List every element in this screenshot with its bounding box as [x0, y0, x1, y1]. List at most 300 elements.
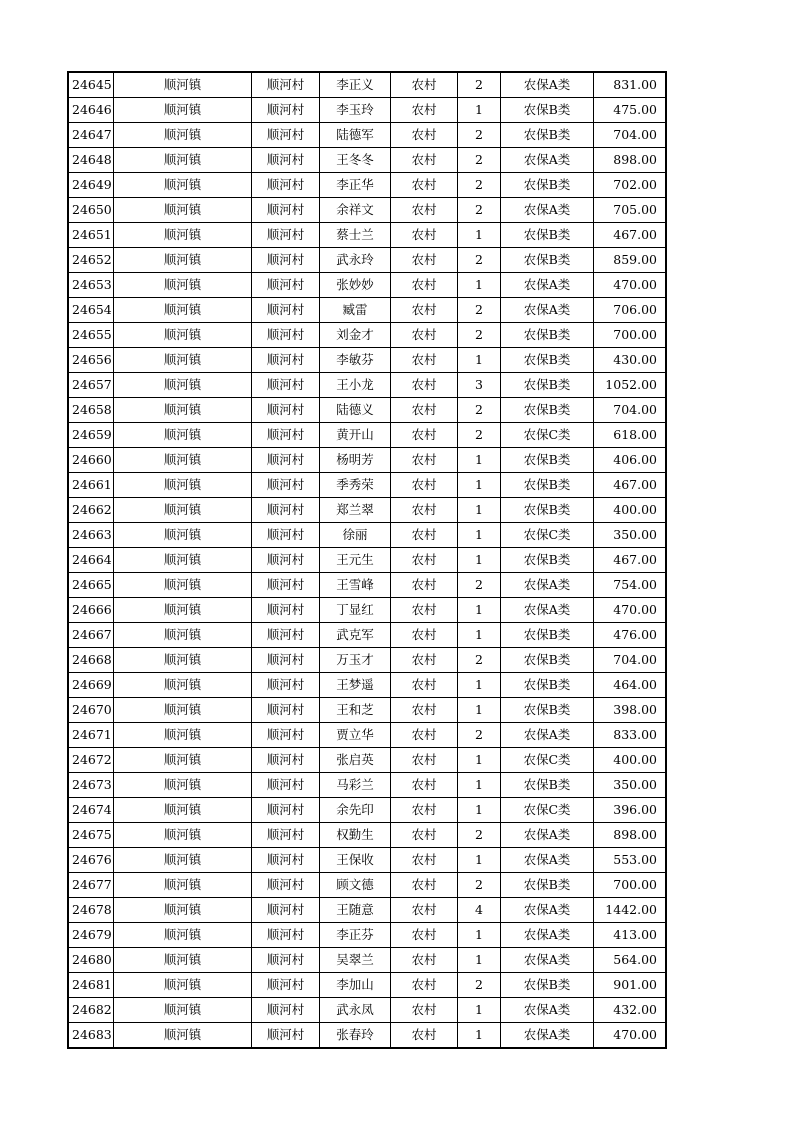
person-name-cell: 王小龙 — [320, 373, 391, 398]
residence-type-cell: 农村 — [391, 423, 458, 448]
person-name-cell: 杨明芳 — [320, 448, 391, 473]
village-cell: 顺河村 — [252, 723, 320, 748]
table-row — [68, 323, 666, 348]
amount-cell: 467.00 — [594, 223, 667, 248]
insurance-category-cell: 农保A类 — [501, 298, 594, 323]
residence-type-cell: 农村 — [391, 848, 458, 873]
residence-type-cell: 农村 — [391, 748, 458, 773]
table-row — [68, 723, 666, 748]
town-cell: 顺河镇 — [114, 398, 252, 423]
person-name-cell: 贾立华 — [320, 723, 391, 748]
amount-cell: 400.00 — [594, 498, 667, 523]
residence-type-cell: 农村 — [391, 673, 458, 698]
person-name-cell: 王雪峰 — [320, 573, 391, 598]
person-name-cell: 季秀荣 — [320, 473, 391, 498]
record-id-cell: 24675 — [68, 823, 114, 848]
town-cell: 顺河镇 — [114, 723, 252, 748]
amount-cell: 432.00 — [594, 998, 667, 1023]
household-count-cell: 1 — [458, 798, 501, 823]
amount-cell: 706.00 — [594, 298, 667, 323]
village-cell: 顺河村 — [252, 173, 320, 198]
residence-type-cell: 农村 — [391, 923, 458, 948]
table-row — [68, 898, 666, 923]
insurance-category-cell: 农保B类 — [501, 873, 594, 898]
town-cell: 顺河镇 — [114, 773, 252, 798]
village-cell: 顺河村 — [252, 973, 320, 998]
record-id-cell: 24679 — [68, 923, 114, 948]
household-count-cell: 1 — [458, 273, 501, 298]
table-row — [68, 698, 666, 723]
amount-cell: 898.00 — [594, 823, 667, 848]
table-row — [68, 673, 666, 698]
amount-cell: 831.00 — [594, 72, 667, 98]
table-row — [68, 123, 666, 148]
person-name-cell: 余先印 — [320, 798, 391, 823]
table-row — [68, 348, 666, 373]
village-cell: 顺河村 — [252, 673, 320, 698]
person-name-cell: 武永凤 — [320, 998, 391, 1023]
record-id-cell: 24678 — [68, 898, 114, 923]
village-cell: 顺河村 — [252, 598, 320, 623]
record-id-cell: 24669 — [68, 673, 114, 698]
residence-type-cell: 农村 — [391, 573, 458, 598]
record-id-cell: 24651 — [68, 223, 114, 248]
person-name-cell: 王随意 — [320, 898, 391, 923]
amount-cell: 754.00 — [594, 573, 667, 598]
residence-type-cell: 农村 — [391, 648, 458, 673]
amount-cell: 833.00 — [594, 723, 667, 748]
amount-cell: 396.00 — [594, 798, 667, 823]
person-name-cell: 李加山 — [320, 973, 391, 998]
residence-type-cell: 农村 — [391, 1023, 458, 1049]
amount-cell: 704.00 — [594, 123, 667, 148]
village-cell: 顺河村 — [252, 523, 320, 548]
amount-cell: 1052.00 — [594, 373, 667, 398]
household-count-cell: 1 — [458, 748, 501, 773]
amount-cell: 898.00 — [594, 148, 667, 173]
village-cell: 顺河村 — [252, 873, 320, 898]
person-name-cell: 李正芬 — [320, 923, 391, 948]
residence-type-cell: 农村 — [391, 823, 458, 848]
town-cell: 顺河镇 — [114, 498, 252, 523]
amount-cell: 430.00 — [594, 348, 667, 373]
amount-cell: 704.00 — [594, 648, 667, 673]
insurance-category-cell: 农保A类 — [501, 723, 594, 748]
amount-cell: 704.00 — [594, 398, 667, 423]
record-id-cell: 24667 — [68, 623, 114, 648]
residence-type-cell: 农村 — [391, 72, 458, 98]
person-name-cell: 李玉玲 — [320, 98, 391, 123]
person-name-cell: 李正华 — [320, 173, 391, 198]
village-cell: 顺河村 — [252, 223, 320, 248]
town-cell: 顺河镇 — [114, 898, 252, 923]
insurance-category-cell: 农保A类 — [501, 573, 594, 598]
town-cell: 顺河镇 — [114, 98, 252, 123]
amount-cell: 467.00 — [594, 473, 667, 498]
village-cell: 顺河村 — [252, 148, 320, 173]
record-id-cell: 24648 — [68, 148, 114, 173]
village-cell: 顺河村 — [252, 398, 320, 423]
record-id-cell: 24657 — [68, 373, 114, 398]
insurance-category-cell: 农保B类 — [501, 248, 594, 273]
household-count-cell: 2 — [458, 198, 501, 223]
person-name-cell: 王元生 — [320, 548, 391, 573]
town-cell: 顺河镇 — [114, 823, 252, 848]
town-cell: 顺河镇 — [114, 548, 252, 573]
amount-cell: 901.00 — [594, 973, 667, 998]
table-row — [68, 923, 666, 948]
amount-cell: 475.00 — [594, 98, 667, 123]
residence-type-cell: 农村 — [391, 198, 458, 223]
insurance-category-cell: 农保B类 — [501, 548, 594, 573]
record-id-cell: 24663 — [68, 523, 114, 548]
insurance-category-cell: 农保B类 — [501, 323, 594, 348]
record-id-cell: 24647 — [68, 123, 114, 148]
village-cell: 顺河村 — [252, 698, 320, 723]
amount-cell: 467.00 — [594, 548, 667, 573]
person-name-cell: 王梦遥 — [320, 673, 391, 698]
residence-type-cell: 农村 — [391, 98, 458, 123]
amount-cell: 702.00 — [594, 173, 667, 198]
household-count-cell: 1 — [458, 773, 501, 798]
insurance-category-cell: 农保B类 — [501, 673, 594, 698]
person-name-cell: 王保收 — [320, 848, 391, 873]
table-row — [68, 248, 666, 273]
person-name-cell: 徐丽 — [320, 523, 391, 548]
town-cell: 顺河镇 — [114, 973, 252, 998]
table-row — [68, 72, 666, 98]
town-cell: 顺河镇 — [114, 123, 252, 148]
table-row — [68, 1023, 666, 1049]
record-id-cell: 24682 — [68, 998, 114, 1023]
household-count-cell: 1 — [458, 348, 501, 373]
village-cell: 顺河村 — [252, 773, 320, 798]
town-cell: 顺河镇 — [114, 1023, 252, 1049]
person-name-cell: 武永玲 — [320, 248, 391, 273]
household-count-cell: 2 — [458, 823, 501, 848]
town-cell: 顺河镇 — [114, 373, 252, 398]
table-row — [68, 223, 666, 248]
person-name-cell: 丁显红 — [320, 598, 391, 623]
insurance-category-cell: 农保B类 — [501, 398, 594, 423]
insurance-category-cell: 农保B类 — [501, 473, 594, 498]
record-id-cell: 24653 — [68, 273, 114, 298]
amount-cell: 470.00 — [594, 598, 667, 623]
town-cell: 顺河镇 — [114, 298, 252, 323]
person-name-cell: 马彩兰 — [320, 773, 391, 798]
insurance-category-cell: 农保A类 — [501, 998, 594, 1023]
town-cell: 顺河镇 — [114, 323, 252, 348]
person-name-cell: 李敏芬 — [320, 348, 391, 373]
record-id-cell: 24654 — [68, 298, 114, 323]
town-cell: 顺河镇 — [114, 348, 252, 373]
village-cell: 顺河村 — [252, 123, 320, 148]
village-cell: 顺河村 — [252, 898, 320, 923]
household-count-cell: 1 — [458, 1023, 501, 1049]
person-name-cell: 顾文德 — [320, 873, 391, 898]
insurance-category-cell: 农保B类 — [501, 173, 594, 198]
town-cell: 顺河镇 — [114, 523, 252, 548]
household-count-cell: 2 — [458, 323, 501, 348]
household-count-cell: 2 — [458, 248, 501, 273]
village-cell: 顺河村 — [252, 348, 320, 373]
town-cell: 顺河镇 — [114, 173, 252, 198]
record-id-cell: 24655 — [68, 323, 114, 348]
town-cell: 顺河镇 — [114, 623, 252, 648]
table-row — [68, 623, 666, 648]
residence-type-cell: 农村 — [391, 473, 458, 498]
amount-cell: 564.00 — [594, 948, 667, 973]
household-count-cell: 2 — [458, 398, 501, 423]
insurance-category-cell: 农保B类 — [501, 98, 594, 123]
town-cell: 顺河镇 — [114, 573, 252, 598]
residence-type-cell: 农村 — [391, 773, 458, 798]
table-row — [68, 148, 666, 173]
person-name-cell: 权勤生 — [320, 823, 391, 848]
town-cell: 顺河镇 — [114, 948, 252, 973]
household-count-cell: 1 — [458, 473, 501, 498]
village-cell: 顺河村 — [252, 498, 320, 523]
record-id-cell: 24674 — [68, 798, 114, 823]
household-count-cell: 3 — [458, 373, 501, 398]
person-name-cell: 张启英 — [320, 748, 391, 773]
record-id-cell: 24662 — [68, 498, 114, 523]
village-cell: 顺河村 — [252, 373, 320, 398]
village-cell: 顺河村 — [252, 1023, 320, 1049]
household-count-cell: 2 — [458, 173, 501, 198]
amount-cell: 705.00 — [594, 198, 667, 223]
amount-cell: 470.00 — [594, 1023, 667, 1049]
village-cell: 顺河村 — [252, 623, 320, 648]
record-id-cell: 24673 — [68, 773, 114, 798]
insurance-category-cell: 农保C类 — [501, 748, 594, 773]
residence-type-cell: 农村 — [391, 723, 458, 748]
village-cell: 顺河村 — [252, 748, 320, 773]
record-id-cell: 24645 — [68, 72, 114, 98]
record-id-cell: 24650 — [68, 198, 114, 223]
insurance-category-cell: 农保B类 — [501, 973, 594, 998]
table-row — [68, 798, 666, 823]
residence-type-cell: 农村 — [391, 898, 458, 923]
insurance-category-cell: 农保B类 — [501, 498, 594, 523]
town-cell: 顺河镇 — [114, 848, 252, 873]
person-name-cell: 蔡士兰 — [320, 223, 391, 248]
person-name-cell: 王和芝 — [320, 698, 391, 723]
insurance-category-cell: 农保B类 — [501, 223, 594, 248]
record-id-cell: 24666 — [68, 598, 114, 623]
person-name-cell: 张妙妙 — [320, 273, 391, 298]
person-name-cell: 吴翠兰 — [320, 948, 391, 973]
record-id-cell: 24671 — [68, 723, 114, 748]
roster-table-body — [68, 72, 666, 1048]
insurance-category-cell: 农保A类 — [501, 948, 594, 973]
person-name-cell: 王冬冬 — [320, 148, 391, 173]
table-row — [68, 298, 666, 323]
household-count-cell: 2 — [458, 573, 501, 598]
amount-cell: 553.00 — [594, 848, 667, 873]
village-cell: 顺河村 — [252, 298, 320, 323]
amount-cell: 400.00 — [594, 748, 667, 773]
village-cell: 顺河村 — [252, 923, 320, 948]
table-row — [68, 398, 666, 423]
amount-cell: 464.00 — [594, 673, 667, 698]
insurance-category-cell: 农保B类 — [501, 448, 594, 473]
table-row — [68, 98, 666, 123]
residence-type-cell: 农村 — [391, 523, 458, 548]
insurance-category-cell: 农保B类 — [501, 623, 594, 648]
table-row — [68, 548, 666, 573]
town-cell: 顺河镇 — [114, 998, 252, 1023]
insurance-category-cell: 农保B类 — [501, 123, 594, 148]
residence-type-cell: 农村 — [391, 348, 458, 373]
table-row — [68, 373, 666, 398]
town-cell: 顺河镇 — [114, 72, 252, 98]
household-count-cell: 1 — [458, 948, 501, 973]
village-cell: 顺河村 — [252, 948, 320, 973]
amount-cell: 350.00 — [594, 523, 667, 548]
household-count-cell: 1 — [458, 498, 501, 523]
town-cell: 顺河镇 — [114, 148, 252, 173]
residence-type-cell: 农村 — [391, 373, 458, 398]
village-cell: 顺河村 — [252, 198, 320, 223]
village-cell: 顺河村 — [252, 573, 320, 598]
residence-type-cell: 农村 — [391, 248, 458, 273]
table-row — [68, 448, 666, 473]
person-name-cell: 余祥文 — [320, 198, 391, 223]
amount-cell: 413.00 — [594, 923, 667, 948]
household-count-cell: 1 — [458, 523, 501, 548]
person-name-cell: 李正义 — [320, 72, 391, 98]
record-id-cell: 24659 — [68, 423, 114, 448]
residence-type-cell: 农村 — [391, 498, 458, 523]
town-cell: 顺河镇 — [114, 923, 252, 948]
household-count-cell: 2 — [458, 298, 501, 323]
residence-type-cell: 农村 — [391, 973, 458, 998]
table-row — [68, 748, 666, 773]
village-cell: 顺河村 — [252, 423, 320, 448]
insurance-category-cell: 农保C类 — [501, 798, 594, 823]
residence-type-cell: 农村 — [391, 273, 458, 298]
record-id-cell: 24681 — [68, 973, 114, 998]
table-row — [68, 598, 666, 623]
town-cell: 顺河镇 — [114, 198, 252, 223]
insurance-category-cell: 农保A类 — [501, 823, 594, 848]
village-cell: 顺河村 — [252, 648, 320, 673]
table-row — [68, 773, 666, 798]
insurance-category-cell: 农保B类 — [501, 698, 594, 723]
person-name-cell: 刘金才 — [320, 323, 391, 348]
amount-cell: 476.00 — [594, 623, 667, 648]
residence-type-cell: 农村 — [391, 548, 458, 573]
amount-cell: 618.00 — [594, 423, 667, 448]
person-name-cell: 万玉才 — [320, 648, 391, 673]
town-cell: 顺河镇 — [114, 673, 252, 698]
residence-type-cell: 农村 — [391, 398, 458, 423]
residence-type-cell: 农村 — [391, 598, 458, 623]
insurance-category-cell: 农保A类 — [501, 273, 594, 298]
household-count-cell: 4 — [458, 898, 501, 923]
household-count-cell: 1 — [458, 848, 501, 873]
table-row — [68, 423, 666, 448]
residence-type-cell: 农村 — [391, 698, 458, 723]
residence-type-cell: 农村 — [391, 448, 458, 473]
insurance-category-cell: 农保A类 — [501, 848, 594, 873]
amount-cell: 406.00 — [594, 448, 667, 473]
residence-type-cell: 农村 — [391, 223, 458, 248]
insurance-category-cell: 农保C类 — [501, 523, 594, 548]
town-cell: 顺河镇 — [114, 798, 252, 823]
amount-cell: 1442.00 — [594, 898, 667, 923]
household-count-cell: 1 — [458, 548, 501, 573]
amount-cell: 470.00 — [594, 273, 667, 298]
record-id-cell: 24683 — [68, 1023, 114, 1049]
table-row — [68, 273, 666, 298]
insurance-category-cell: 农保B类 — [501, 348, 594, 373]
town-cell: 顺河镇 — [114, 448, 252, 473]
record-id-cell: 24664 — [68, 548, 114, 573]
household-count-cell: 2 — [458, 723, 501, 748]
record-id-cell: 24660 — [68, 448, 114, 473]
amount-cell: 398.00 — [594, 698, 667, 723]
insurance-category-cell: 农保C类 — [501, 423, 594, 448]
record-id-cell: 24677 — [68, 873, 114, 898]
record-id-cell: 24646 — [68, 98, 114, 123]
amount-cell: 700.00 — [594, 873, 667, 898]
village-cell: 顺河村 — [252, 823, 320, 848]
household-count-cell: 1 — [458, 923, 501, 948]
insurance-category-cell: 农保A类 — [501, 898, 594, 923]
town-cell: 顺河镇 — [114, 748, 252, 773]
roster-table — [67, 71, 667, 1049]
table-row — [68, 973, 666, 998]
household-count-cell: 1 — [458, 698, 501, 723]
insurance-category-cell: 农保B类 — [501, 373, 594, 398]
insurance-category-cell: 农保A类 — [501, 148, 594, 173]
table-row — [68, 948, 666, 973]
household-count-cell: 2 — [458, 873, 501, 898]
town-cell: 顺河镇 — [114, 598, 252, 623]
residence-type-cell: 农村 — [391, 948, 458, 973]
table-row — [68, 823, 666, 848]
table-row — [68, 998, 666, 1023]
village-cell: 顺河村 — [252, 448, 320, 473]
household-count-cell: 1 — [458, 223, 501, 248]
town-cell: 顺河镇 — [114, 698, 252, 723]
household-count-cell: 1 — [458, 998, 501, 1023]
record-id-cell: 24658 — [68, 398, 114, 423]
town-cell: 顺河镇 — [114, 648, 252, 673]
town-cell: 顺河镇 — [114, 423, 252, 448]
table-row — [68, 573, 666, 598]
record-id-cell: 24680 — [68, 948, 114, 973]
person-name-cell: 陆德义 — [320, 398, 391, 423]
insurance-category-cell: 农保A类 — [501, 923, 594, 948]
household-count-cell: 1 — [458, 448, 501, 473]
village-cell: 顺河村 — [252, 998, 320, 1023]
table-row — [68, 873, 666, 898]
insurance-category-cell: 农保A类 — [501, 598, 594, 623]
household-count-cell: 1 — [458, 623, 501, 648]
town-cell: 顺河镇 — [114, 473, 252, 498]
record-id-cell: 24670 — [68, 698, 114, 723]
village-cell: 顺河村 — [252, 72, 320, 98]
person-name-cell: 黄开山 — [320, 423, 391, 448]
table-row — [68, 473, 666, 498]
insurance-category-cell: 农保B类 — [501, 648, 594, 673]
person-name-cell: 臧雷 — [320, 298, 391, 323]
village-cell: 顺河村 — [252, 98, 320, 123]
table-row — [68, 523, 666, 548]
